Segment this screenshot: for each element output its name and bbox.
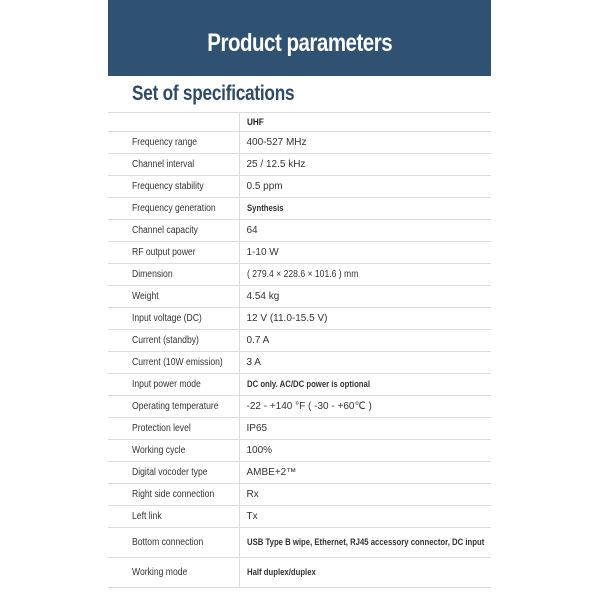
- table-row: [108, 242, 491, 264]
- band-label: UHF: [246, 116, 264, 128]
- row-value: AMBE+2™: [246, 467, 297, 478]
- row-value: 25 / 12.5 kHz: [246, 159, 306, 170]
- header-banner: [108, 0, 491, 76]
- row-value: 64: [246, 225, 258, 236]
- table-row: [108, 418, 491, 440]
- row-value: Synthesis: [246, 203, 284, 213]
- section-title: Set of specifications: [132, 82, 295, 105]
- table-row: [108, 440, 491, 462]
- row-value: ( 279.4 × 228.6 × 101.6 ) mm: [246, 269, 358, 280]
- table-row: [108, 198, 491, 220]
- row-label: RF output power: [132, 247, 196, 258]
- table-row: [108, 330, 491, 352]
- table-row: [108, 374, 491, 396]
- table-row: [108, 506, 491, 528]
- table-row: [108, 286, 491, 308]
- row-value: Rx: [246, 489, 259, 500]
- row-value: 0.5 ppm: [246, 181, 283, 192]
- table-row: [108, 528, 491, 558]
- row-label: Bottom connection: [132, 537, 204, 548]
- row-label: Operating temperature: [132, 401, 219, 412]
- table-row: [108, 308, 491, 330]
- row-label: Input power mode: [132, 379, 201, 390]
- table-row: [108, 176, 491, 198]
- header-value-cell: [239, 113, 491, 132]
- row-value: 1-10 W: [246, 247, 279, 258]
- row-label: Left link: [132, 511, 162, 522]
- row-label: Current (10W emission): [132, 357, 223, 368]
- table-row: [108, 558, 491, 588]
- row-value: USB Type B wipe, Ethernet, RJ45 accessory connector, DC input: [246, 537, 484, 547]
- row-label: Channel capacity: [132, 225, 198, 236]
- row-label: Frequency stability: [132, 181, 204, 192]
- row-label: Frequency range: [132, 137, 198, 148]
- row-value: IP65: [246, 423, 268, 434]
- table-row: [108, 154, 491, 176]
- row-value: 3 A: [246, 357, 261, 368]
- row-value: 100%: [246, 445, 273, 456]
- row-label: Input voltage (DC): [132, 313, 202, 324]
- row-label: Right side connection: [132, 489, 215, 500]
- table-row: [108, 220, 491, 242]
- row-label: Protection level: [132, 423, 191, 434]
- row-value: 0.7 A: [246, 335, 270, 346]
- row-value: -22 - +140 °F ( -30 - +60℃ ): [246, 401, 372, 412]
- row-value: Tx: [246, 511, 258, 522]
- row-label: Weight: [132, 291, 159, 302]
- row-value: 12 V (11.0-15.5 V): [246, 313, 328, 324]
- row-value: DC only. AC/DC power is optional: [246, 379, 370, 389]
- row-label: Current (standby): [132, 335, 199, 346]
- table-header-row: [108, 113, 491, 132]
- row-value: 4.54 kg: [246, 291, 280, 302]
- row-value: Half duplex/duplex: [246, 567, 316, 577]
- table-row: [108, 264, 491, 286]
- row-label: Digital vocoder type: [132, 467, 208, 478]
- page-title: Product parameters: [207, 28, 392, 57]
- spec-table: [108, 112, 491, 588]
- row-label: Working mode: [132, 567, 188, 578]
- table-row: [108, 352, 491, 374]
- spec-sheet: [108, 0, 491, 600]
- row-label: Channel interval: [132, 159, 195, 170]
- row-label: Frequency generation: [132, 203, 216, 214]
- table-row: [108, 484, 491, 506]
- row-label: Dimension: [132, 269, 173, 280]
- row-value: 400-527 MHz: [246, 137, 307, 148]
- table-row: [108, 396, 491, 418]
- row-label: Working cycle: [132, 445, 186, 456]
- header-label-cell: [108, 113, 239, 132]
- table-row: [108, 462, 491, 484]
- table-row: [108, 132, 491, 154]
